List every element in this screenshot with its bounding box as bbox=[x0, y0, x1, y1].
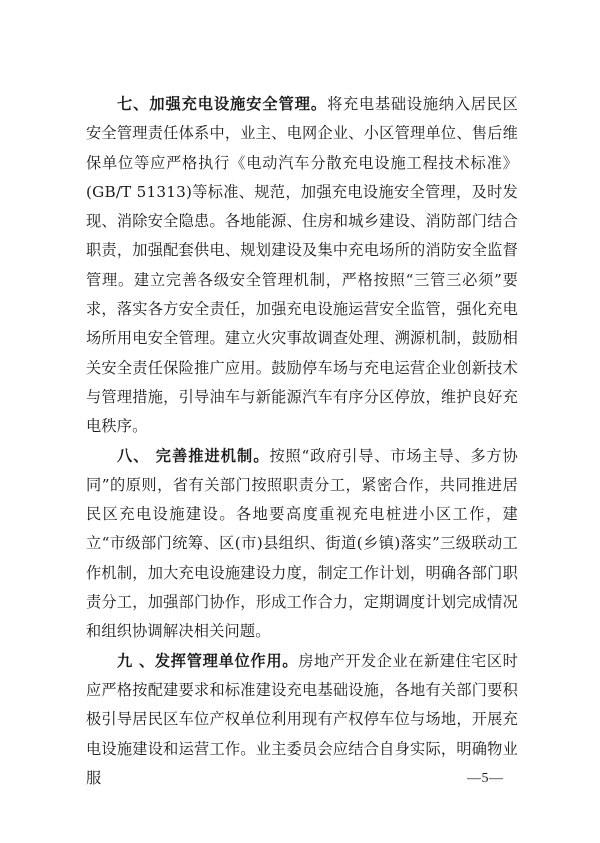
section-9-heading: 九 、发挥管理单位作用。 bbox=[117, 651, 299, 670]
section-7-paragraph bbox=[86, 90, 518, 442]
section-7-heading: 七、加强充电设施安全管理。 bbox=[117, 95, 328, 113]
section-8-heading: 八、 完善推进机制。 bbox=[117, 446, 270, 465]
section-8-paragraph bbox=[86, 442, 518, 647]
document-body bbox=[86, 90, 518, 793]
section-9-text: 房地产开发企业在新建住宅区时应严格按配建要求和标准建设充电基础设施，各地有关部门要积极引导居民区车位产权单位利用现有产权停车位与场地，开展充电设施建设和运营工作。业主委员会应结合自身实际，明确物业服 bbox=[86, 651, 518, 787]
section-7-text: 将充电基础设施纳入居民区安全管理责任体系中，业主、电网企业、小区管理单位、售后维保单位等应严格执行《电动汽车分散充电设施工程技术标准》(GB/T 51313)等标准、规范，加强充电设施安全管理，及时发现、消除安全隐患。各地能源、住房和城乡建设、消防部门结合职责，加强配套供电、规划建设及集中充电场所的消防安全监督管理。建立完善各级安全管理机制，严格按照“三管三必须”要求，落实各方安全责任，加强充电设施运营安全监管，强化充电场所用电安全管理。建立火灾事故调查处理、溯源机制，鼓励相关安全责任保险推广应用。鼓励停车场与充电运营企业创新技术与管理措施，引导油车与新能源汽车有序分区停放，维护良好充电秩序。 bbox=[86, 95, 518, 436]
section-9-paragraph bbox=[86, 647, 518, 793]
page-number: —5— bbox=[467, 771, 504, 786]
section-8-text: 按照“政府引导、市场主导、多方协同”的原则，省有关部门按照职责分工，紧密合作，共同推进居民区充电设施建设。各地要高度重视充电桩进小区工作，建立“市级部门统筹、区(市)县组织、街道(乡镇)落实”三级联动工作机制，加大充电设施建设力度，制定工作计划，明确各部门职责分工，加强部门协作，形成工作合力，定期调度计划完成情况和组织协调解决相关问题。 bbox=[86, 446, 518, 641]
